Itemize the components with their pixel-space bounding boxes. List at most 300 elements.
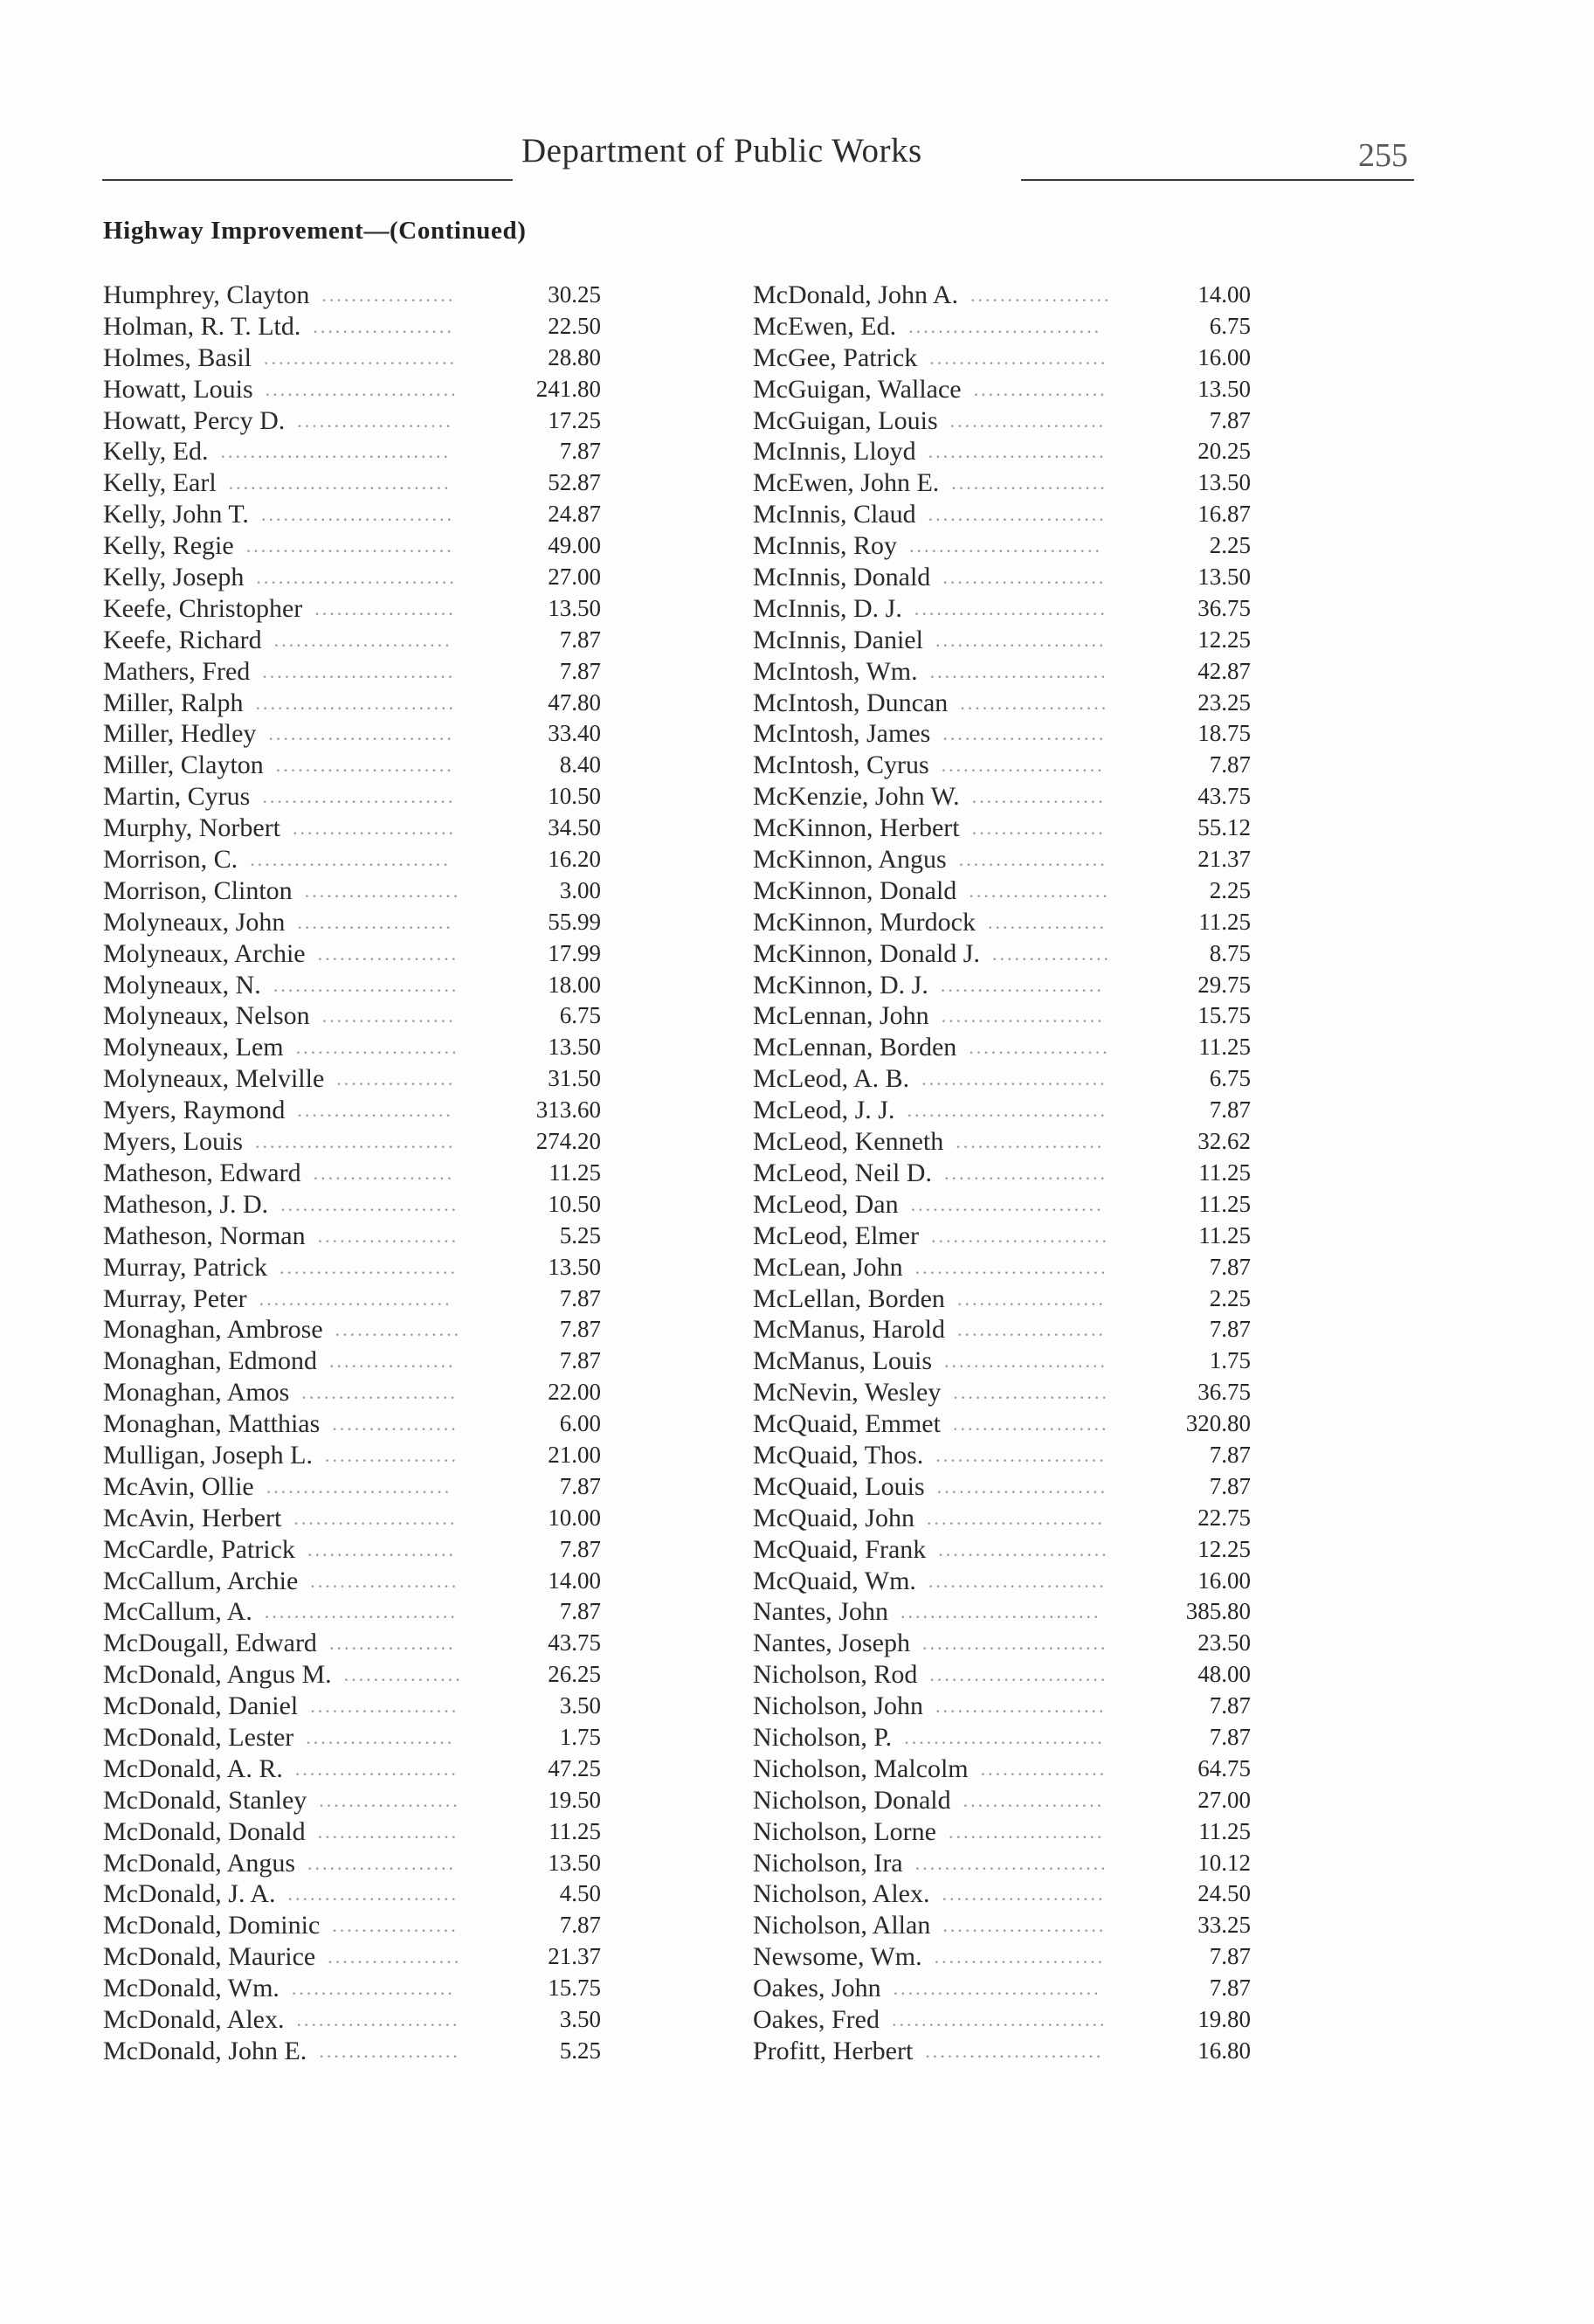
- payee-name: Murray, Peter: [103, 1283, 247, 1313]
- payee-name: Newsome, Wm.: [753, 1942, 922, 1972]
- payee-name: McInnis, Daniel: [753, 625, 923, 654]
- list-item: [103, 1095, 601, 1126]
- dot-leader: ........................: [929, 1663, 1108, 1686]
- payment-amount: 19.80: [1197, 2005, 1251, 2032]
- dot-leader: ........................: [926, 1506, 1105, 1529]
- payment-amount: 3.00: [559, 876, 601, 903]
- payment-amount: 22.00: [548, 1379, 601, 1406]
- dot-leader: ..........................: [910, 1193, 1104, 1215]
- dot-leader: .......................: [935, 628, 1107, 651]
- payee-name: McInnis, Roy: [753, 531, 897, 561]
- dot-leader: ....................: [956, 1318, 1106, 1341]
- payment-amount: 11.25: [1198, 1817, 1251, 1844]
- payment-amount: 47.80: [548, 688, 601, 716]
- dot-leader: ..........................: [260, 503, 454, 526]
- list-item: [753, 1440, 1251, 1471]
- payment-amount: 6.75: [1209, 312, 1251, 339]
- payee-name: Monaghan, Amos: [103, 1378, 290, 1408]
- payment-amount: 5.25: [559, 2037, 601, 2064]
- list-item: [103, 1753, 601, 1785]
- payment-amount: 7.87: [1209, 1096, 1251, 1124]
- payee-name: McInnis, Lloyd: [753, 437, 916, 467]
- dot-leader: .................: [332, 1413, 459, 1435]
- payment-amount: 21.37: [1197, 846, 1251, 873]
- payment-amount: 43.75: [1197, 783, 1251, 810]
- dot-leader: ....................: [956, 1131, 1105, 1153]
- list-item: [103, 1283, 601, 1315]
- payee-name: McKinnon, Murdock: [753, 907, 976, 937]
- dot-leader: ...................: [319, 1788, 460, 1811]
- payment-amount: 32.62: [1197, 1128, 1251, 1155]
- left-column: [103, 280, 601, 2067]
- dot-leader: ..........................: [259, 1287, 452, 1310]
- payee-name: McInnis, D. J.: [753, 593, 902, 623]
- list-item: [753, 562, 1251, 593]
- payee-name: McNevin, Wesley: [753, 1378, 942, 1408]
- payee-name: McKinnon, Herbert: [753, 813, 960, 843]
- list-item: [103, 467, 601, 499]
- payee-name: McDonald, Angus: [103, 1848, 295, 1878]
- header-rule-right: [1021, 179, 1414, 181]
- dot-leader: ................: [991, 942, 1111, 965]
- dot-leader: .....................: [952, 1413, 1109, 1435]
- dot-leader: ...................: [317, 1820, 459, 1843]
- dot-leader: ..............................: [228, 472, 452, 495]
- payee-name: McDonald, John E.: [103, 2036, 307, 2065]
- payee-name: McManus, Louis: [753, 1346, 932, 1376]
- payment-amount: 14.00: [548, 1567, 601, 1594]
- list-item: [103, 2036, 601, 2067]
- list-item: [103, 405, 601, 437]
- list-item: [753, 593, 1251, 625]
- payee-name: McDonald, A. R.: [103, 1753, 283, 1783]
- dot-leader: ..................: [321, 284, 456, 306]
- list-item: [103, 1221, 601, 1252]
- dot-leader: .........................: [921, 1632, 1108, 1655]
- dot-leader: ......................: [295, 1036, 459, 1059]
- dot-leader: .....................: [297, 409, 453, 432]
- payment-amount: 7.87: [559, 1912, 601, 1939]
- payee-name: McLennan, John: [753, 1001, 929, 1031]
- payee-name: McGee, Patrick: [753, 342, 918, 372]
- payment-amount: 14.00: [1197, 281, 1251, 308]
- dot-leader: ..................: [325, 1443, 459, 1466]
- payment-amount: 28.80: [548, 343, 601, 370]
- list-item: [753, 530, 1251, 562]
- payment-amount: 11.25: [549, 1817, 601, 1844]
- page-title: Department of Public Works: [521, 132, 922, 169]
- payment-amount: 23.25: [1197, 688, 1251, 716]
- list-item: [103, 436, 601, 467]
- payment-amount: 2.25: [1209, 1284, 1251, 1311]
- list-item: [753, 1628, 1251, 1659]
- dot-leader: .................: [332, 1914, 459, 1937]
- dot-leader: .................: [328, 1632, 456, 1655]
- list-item: [103, 562, 601, 593]
- payee-name: McQuaid, Wm.: [753, 1566, 916, 1595]
- list-item: [753, 1095, 1251, 1126]
- list-item: [103, 907, 601, 938]
- payee-name: Kelly, Earl: [103, 468, 217, 498]
- dot-leader: ......................: [942, 1914, 1107, 1937]
- dot-leader: ................: [336, 1068, 456, 1090]
- list-item: [753, 1785, 1251, 1816]
- dot-leader: ..................: [971, 817, 1106, 840]
- list-item: [753, 875, 1251, 907]
- payee-name: Nicholson, Alex.: [753, 1879, 930, 1909]
- payee-name: McIntosh, Wm.: [753, 656, 918, 686]
- list-item: [103, 499, 601, 530]
- list-item: [753, 750, 1251, 781]
- payment-amount: 13.50: [548, 1253, 601, 1280]
- payment-amount: 17.99: [548, 939, 601, 966]
- dot-leader: .................: [335, 1318, 462, 1341]
- dot-leader: ...................: [969, 879, 1110, 902]
- payment-amount: 7.87: [1209, 1975, 1251, 2002]
- payment-amount: 12.25: [1197, 626, 1251, 653]
- list-item: [103, 1408, 601, 1440]
- list-item: [753, 718, 1251, 750]
- dot-leader: ......................: [941, 1005, 1105, 1027]
- payee-name: McQuaid, John: [753, 1503, 914, 1532]
- payment-amount: 1.75: [1209, 1347, 1251, 1374]
- list-item: [103, 1910, 601, 1941]
- list-item: [103, 1878, 601, 1910]
- payee-name: McDonald, Lester: [103, 1722, 294, 1752]
- payee-name: Miller, Clayton: [103, 750, 264, 780]
- list-item: [753, 1753, 1251, 1785]
- payee-name: McInnis, Donald: [753, 563, 931, 592]
- payee-name: McLeod, J. J.: [753, 1096, 895, 1125]
- list-item: [753, 1910, 1251, 1941]
- dot-leader: ...................: [963, 1788, 1105, 1811]
- payee-name: Kelly, Regie: [103, 531, 234, 561]
- dot-leader: ......................: [942, 566, 1107, 589]
- dot-leader: .........................: [921, 1068, 1108, 1090]
- payee-name: Morrison, C.: [103, 845, 238, 875]
- dot-leader: .....................: [953, 1381, 1109, 1404]
- list-item: [753, 688, 1251, 719]
- dot-leader: ..........................: [908, 315, 1102, 337]
- payment-amount: 7.87: [559, 438, 601, 465]
- payment-amount: 12.25: [1197, 1535, 1251, 1562]
- payee-name: McKinnon, D. J.: [753, 970, 928, 999]
- payee-name: McKinnon, Donald: [753, 875, 957, 905]
- dot-leader: ......................: [293, 817, 457, 840]
- list-item: [753, 1878, 1251, 1910]
- list-item: [753, 467, 1251, 499]
- list-item: [103, 813, 601, 844]
- dot-leader: ........................: [929, 346, 1108, 369]
- dot-leader: ..................: [971, 785, 1106, 808]
- payee-name: McDonald, Angus M.: [103, 1660, 332, 1690]
- list-item: [753, 1534, 1251, 1566]
- payee-name: Nicholson, Malcolm: [753, 1753, 969, 1783]
- payee-name: Monaghan, Edmond: [103, 1346, 317, 1376]
- payment-amount: 36.75: [1197, 594, 1251, 621]
- payment-amount: 13.50: [1197, 564, 1251, 591]
- payment-amount: 7.87: [1209, 1723, 1251, 1750]
- list-item: [103, 374, 601, 405]
- payee-name: Kelly, Joseph: [103, 563, 245, 592]
- payment-amount: 7.87: [1209, 1692, 1251, 1719]
- payment-amount: 8.75: [1209, 939, 1251, 966]
- dot-leader: ......................: [291, 1977, 455, 2000]
- dot-leader: ......................: [940, 973, 1104, 996]
- payment-amount: 6.75: [559, 1002, 601, 1029]
- payee-name: McAvin, Herbert: [103, 1503, 282, 1532]
- payee-name: McLeod, Kenneth: [753, 1127, 944, 1157]
- payee-name: Murray, Patrick: [103, 1252, 267, 1282]
- payee-name: McCallum, A.: [103, 1597, 252, 1627]
- payee-name: McDonald, John A.: [753, 280, 958, 309]
- dot-leader: .....................: [951, 472, 1108, 495]
- payee-name: Oakes, Fred: [753, 2004, 880, 2034]
- dot-leader: .....................: [297, 910, 453, 933]
- dot-leader: ....................: [310, 1695, 459, 1718]
- list-item: [103, 1941, 601, 1973]
- list-item: [753, 374, 1251, 405]
- list-item: [753, 1816, 1251, 1848]
- payment-amount: 385.80: [1185, 1598, 1251, 1625]
- header-rule-left: [102, 179, 513, 181]
- payment-amount: 49.00: [548, 532, 601, 559]
- payee-name: McIntosh, Cyrus: [753, 750, 929, 780]
- payee-name: Holman, R. T. Ltd.: [103, 311, 301, 341]
- page-header: [102, 131, 1414, 185]
- dot-leader: ...................: [319, 2039, 460, 2062]
- payee-name: Kelly, Ed.: [103, 437, 209, 467]
- dot-leader: ....................: [307, 1851, 456, 1874]
- list-item: [753, 1659, 1251, 1691]
- dot-leader: ...........................: [250, 848, 451, 871]
- dot-leader: ........................: [928, 440, 1107, 463]
- payee-name: McLeod, A. B.: [753, 1064, 910, 1094]
- payment-amount: 15.75: [1197, 1002, 1251, 1029]
- payee-name: Nicholson, Rod: [753, 1660, 918, 1690]
- payee-name: Oakes, John: [753, 1974, 881, 2003]
- payment-amount: 5.25: [559, 1221, 601, 1248]
- payee-name: Nicholson, Lorne: [753, 1816, 936, 1846]
- list-item: [103, 1345, 601, 1377]
- payment-amount: 18.75: [1197, 720, 1251, 747]
- dot-leader: ..........................: [262, 660, 456, 682]
- payment-amount: 2.25: [1209, 532, 1251, 559]
- payee-name: Miller, Hedley: [103, 719, 257, 749]
- list-item: [103, 1503, 601, 1534]
- payment-amount: 16.80: [1197, 2037, 1251, 2064]
- payment-amount: 31.50: [548, 1065, 601, 1092]
- payee-name: McGuigan, Louis: [753, 405, 938, 435]
- payment-amount: 27.00: [548, 564, 601, 591]
- list-item: [753, 436, 1251, 467]
- payee-name: Molyneaux, John: [103, 907, 286, 937]
- payment-amount: 2.25: [1209, 876, 1251, 903]
- list-item: [753, 970, 1251, 1001]
- dot-leader: .......................: [936, 1475, 1108, 1497]
- payment-amount: 33.40: [548, 720, 601, 747]
- payee-name: Nicholson, P.: [753, 1722, 893, 1752]
- dot-leader: .....................: [948, 1820, 1105, 1843]
- payee-name: McDonald, Dominic: [103, 1911, 321, 1940]
- dot-leader: .......................: [935, 1443, 1107, 1466]
- list-item: [753, 1000, 1251, 1032]
- payee-name: Profitt, Herbert: [753, 2036, 914, 2065]
- dot-leader: ..........................: [265, 377, 459, 400]
- dot-leader: ..........................: [914, 597, 1108, 619]
- payment-amount: 13.50: [548, 594, 601, 621]
- payee-name: Mulligan, Joseph L.: [103, 1440, 313, 1470]
- dot-leader: ......................: [293, 1506, 458, 1529]
- payee-name: Nicholson, John: [753, 1691, 923, 1721]
- payment-amount: 36.75: [1197, 1379, 1251, 1406]
- section-title: Highway Improvement—(Continued): [103, 217, 527, 245]
- payee-name: McCallum, Archie: [103, 1566, 299, 1595]
- list-item: [753, 280, 1251, 311]
- list-item: [753, 2036, 1251, 2067]
- payee-name: Murphy, Norbert: [103, 813, 281, 843]
- payment-amount: 10.12: [1197, 1849, 1251, 1876]
- payee-name: Howatt, Percy D.: [103, 405, 286, 435]
- dot-leader: ..................: [321, 1005, 456, 1027]
- list-item: [753, 1032, 1251, 1063]
- dot-leader: ....................: [306, 1726, 455, 1748]
- payment-amount: 13.50: [1197, 375, 1251, 402]
- payee-name: Myers, Raymond: [103, 1096, 286, 1125]
- payee-name: McDonald, Alex.: [103, 2004, 285, 2034]
- list-item: [753, 656, 1251, 688]
- list-item: [753, 2004, 1251, 2036]
- dot-leader: .....................: [304, 879, 461, 902]
- payment-amount: 15.75: [548, 1975, 601, 2002]
- payee-name: Monaghan, Ambrose: [103, 1315, 323, 1345]
- payee-name: Molyneaux, N.: [103, 970, 261, 999]
- dot-leader: ...........................: [256, 566, 457, 589]
- list-item: [753, 499, 1251, 530]
- page-number: 255: [1358, 137, 1408, 174]
- dot-leader: ......................: [942, 723, 1107, 745]
- dot-leader: ........................: [275, 754, 454, 777]
- payment-amount: 55.12: [1197, 814, 1251, 841]
- dot-leader: ......................: [941, 754, 1105, 777]
- list-item: [103, 1534, 601, 1566]
- payment-amount: 7.87: [1209, 1472, 1251, 1499]
- payment-amount: 22.75: [1197, 1504, 1251, 1531]
- payment-amount: 24.50: [1197, 1880, 1251, 1907]
- payment-amount: 7.87: [1209, 1943, 1251, 1970]
- payment-amount: 7.87: [559, 1472, 601, 1499]
- payee-name: McQuaid, Thos.: [753, 1440, 924, 1470]
- payment-amount: 16.20: [548, 846, 601, 873]
- list-item: [753, 342, 1251, 374]
- payee-name: Molyneaux, Lem: [103, 1033, 284, 1062]
- dot-leader: .........................: [273, 973, 459, 996]
- payee-name: Holmes, Basil: [103, 342, 252, 372]
- list-item: [753, 1566, 1251, 1597]
- list-item: [103, 970, 601, 1001]
- payment-amount: 33.25: [1197, 1912, 1251, 1939]
- payee-name: McDonald, Daniel: [103, 1691, 299, 1721]
- list-item: [753, 1941, 1251, 1973]
- list-item: [753, 813, 1251, 844]
- dot-leader: .......................: [938, 1538, 1109, 1560]
- payment-amount: 7.87: [559, 1316, 601, 1343]
- dot-leader: .....................: [297, 1099, 453, 1122]
- dot-leader: ......................: [296, 2008, 460, 2030]
- list-item: [753, 1158, 1251, 1189]
- payment-amount: 3.50: [559, 2005, 601, 2032]
- payee-name: Martin, Cyrus: [103, 782, 251, 812]
- dot-leader: ......................: [943, 1161, 1108, 1184]
- payee-name: McDougall, Edward: [103, 1629, 317, 1658]
- dot-leader: .........................: [268, 723, 454, 745]
- payment-amount: 7.87: [559, 657, 601, 684]
- dot-leader: ........................: [930, 1224, 1109, 1247]
- dot-leader: ................: [343, 1663, 463, 1686]
- dot-leader: ...........................: [255, 1131, 456, 1153]
- payee-name: McLellan, Borden: [753, 1283, 945, 1313]
- list-item: [103, 342, 601, 374]
- payment-amount: 7.87: [1209, 406, 1251, 433]
- payment-amount: 23.50: [1197, 1629, 1251, 1657]
- dot-leader: .......................: [287, 1883, 459, 1906]
- payment-amount: 13.50: [548, 1849, 601, 1876]
- list-item: [103, 938, 601, 970]
- list-item: [103, 688, 601, 719]
- payment-amount: 30.25: [548, 281, 601, 308]
- list-item: [753, 1471, 1251, 1503]
- payment-amount: 6.75: [1209, 1065, 1251, 1092]
- payee-name: McLeod, Elmer: [753, 1221, 919, 1250]
- dot-leader: ..................: [973, 377, 1108, 400]
- payment-amount: 18.00: [548, 971, 601, 998]
- list-item: [753, 907, 1251, 938]
- payment-amount: 7.87: [559, 626, 601, 653]
- payment-amount: 313.60: [535, 1096, 601, 1124]
- dot-leader: .....................: [301, 1381, 458, 1404]
- list-item: [103, 1785, 601, 1816]
- list-item: [753, 1722, 1251, 1753]
- dot-leader: .................: [328, 1350, 456, 1373]
- dot-leader: ....................: [956, 1287, 1106, 1310]
- list-item: [753, 1126, 1251, 1158]
- list-item: [753, 1252, 1251, 1283]
- dot-leader: ...................: [314, 597, 456, 619]
- payment-amount: 4.50: [559, 1880, 601, 1907]
- dot-leader: .....................: [949, 409, 1107, 432]
- payee-name: McEwen, John E.: [753, 468, 940, 498]
- list-item: [753, 1063, 1251, 1095]
- payee-name: McDonald, Stanley: [103, 1785, 307, 1815]
- list-item: [103, 750, 601, 781]
- list-item: [103, 1158, 601, 1189]
- dot-leader: ....................: [958, 848, 1108, 871]
- payee-name: McLean, John: [753, 1252, 903, 1282]
- payment-amount: 274.20: [535, 1128, 601, 1155]
- payee-name: McDonald, J. A.: [103, 1879, 276, 1909]
- payee-name: Humphrey, Clayton: [103, 280, 310, 309]
- payee-name: McKinnon, Donald J.: [753, 938, 980, 968]
- dot-leader: ..........................: [264, 346, 457, 369]
- dot-leader: ........................: [928, 1569, 1107, 1592]
- dot-leader: ........................: [925, 2039, 1104, 2062]
- payment-amount: 13.50: [548, 1034, 601, 1061]
- list-item: [103, 280, 601, 311]
- payment-amount: 7.87: [1209, 1316, 1251, 1343]
- payee-name: McDonald, Donald: [103, 1816, 306, 1846]
- payee-name: Miller, Ralph: [103, 688, 244, 717]
- list-item: [753, 938, 1251, 970]
